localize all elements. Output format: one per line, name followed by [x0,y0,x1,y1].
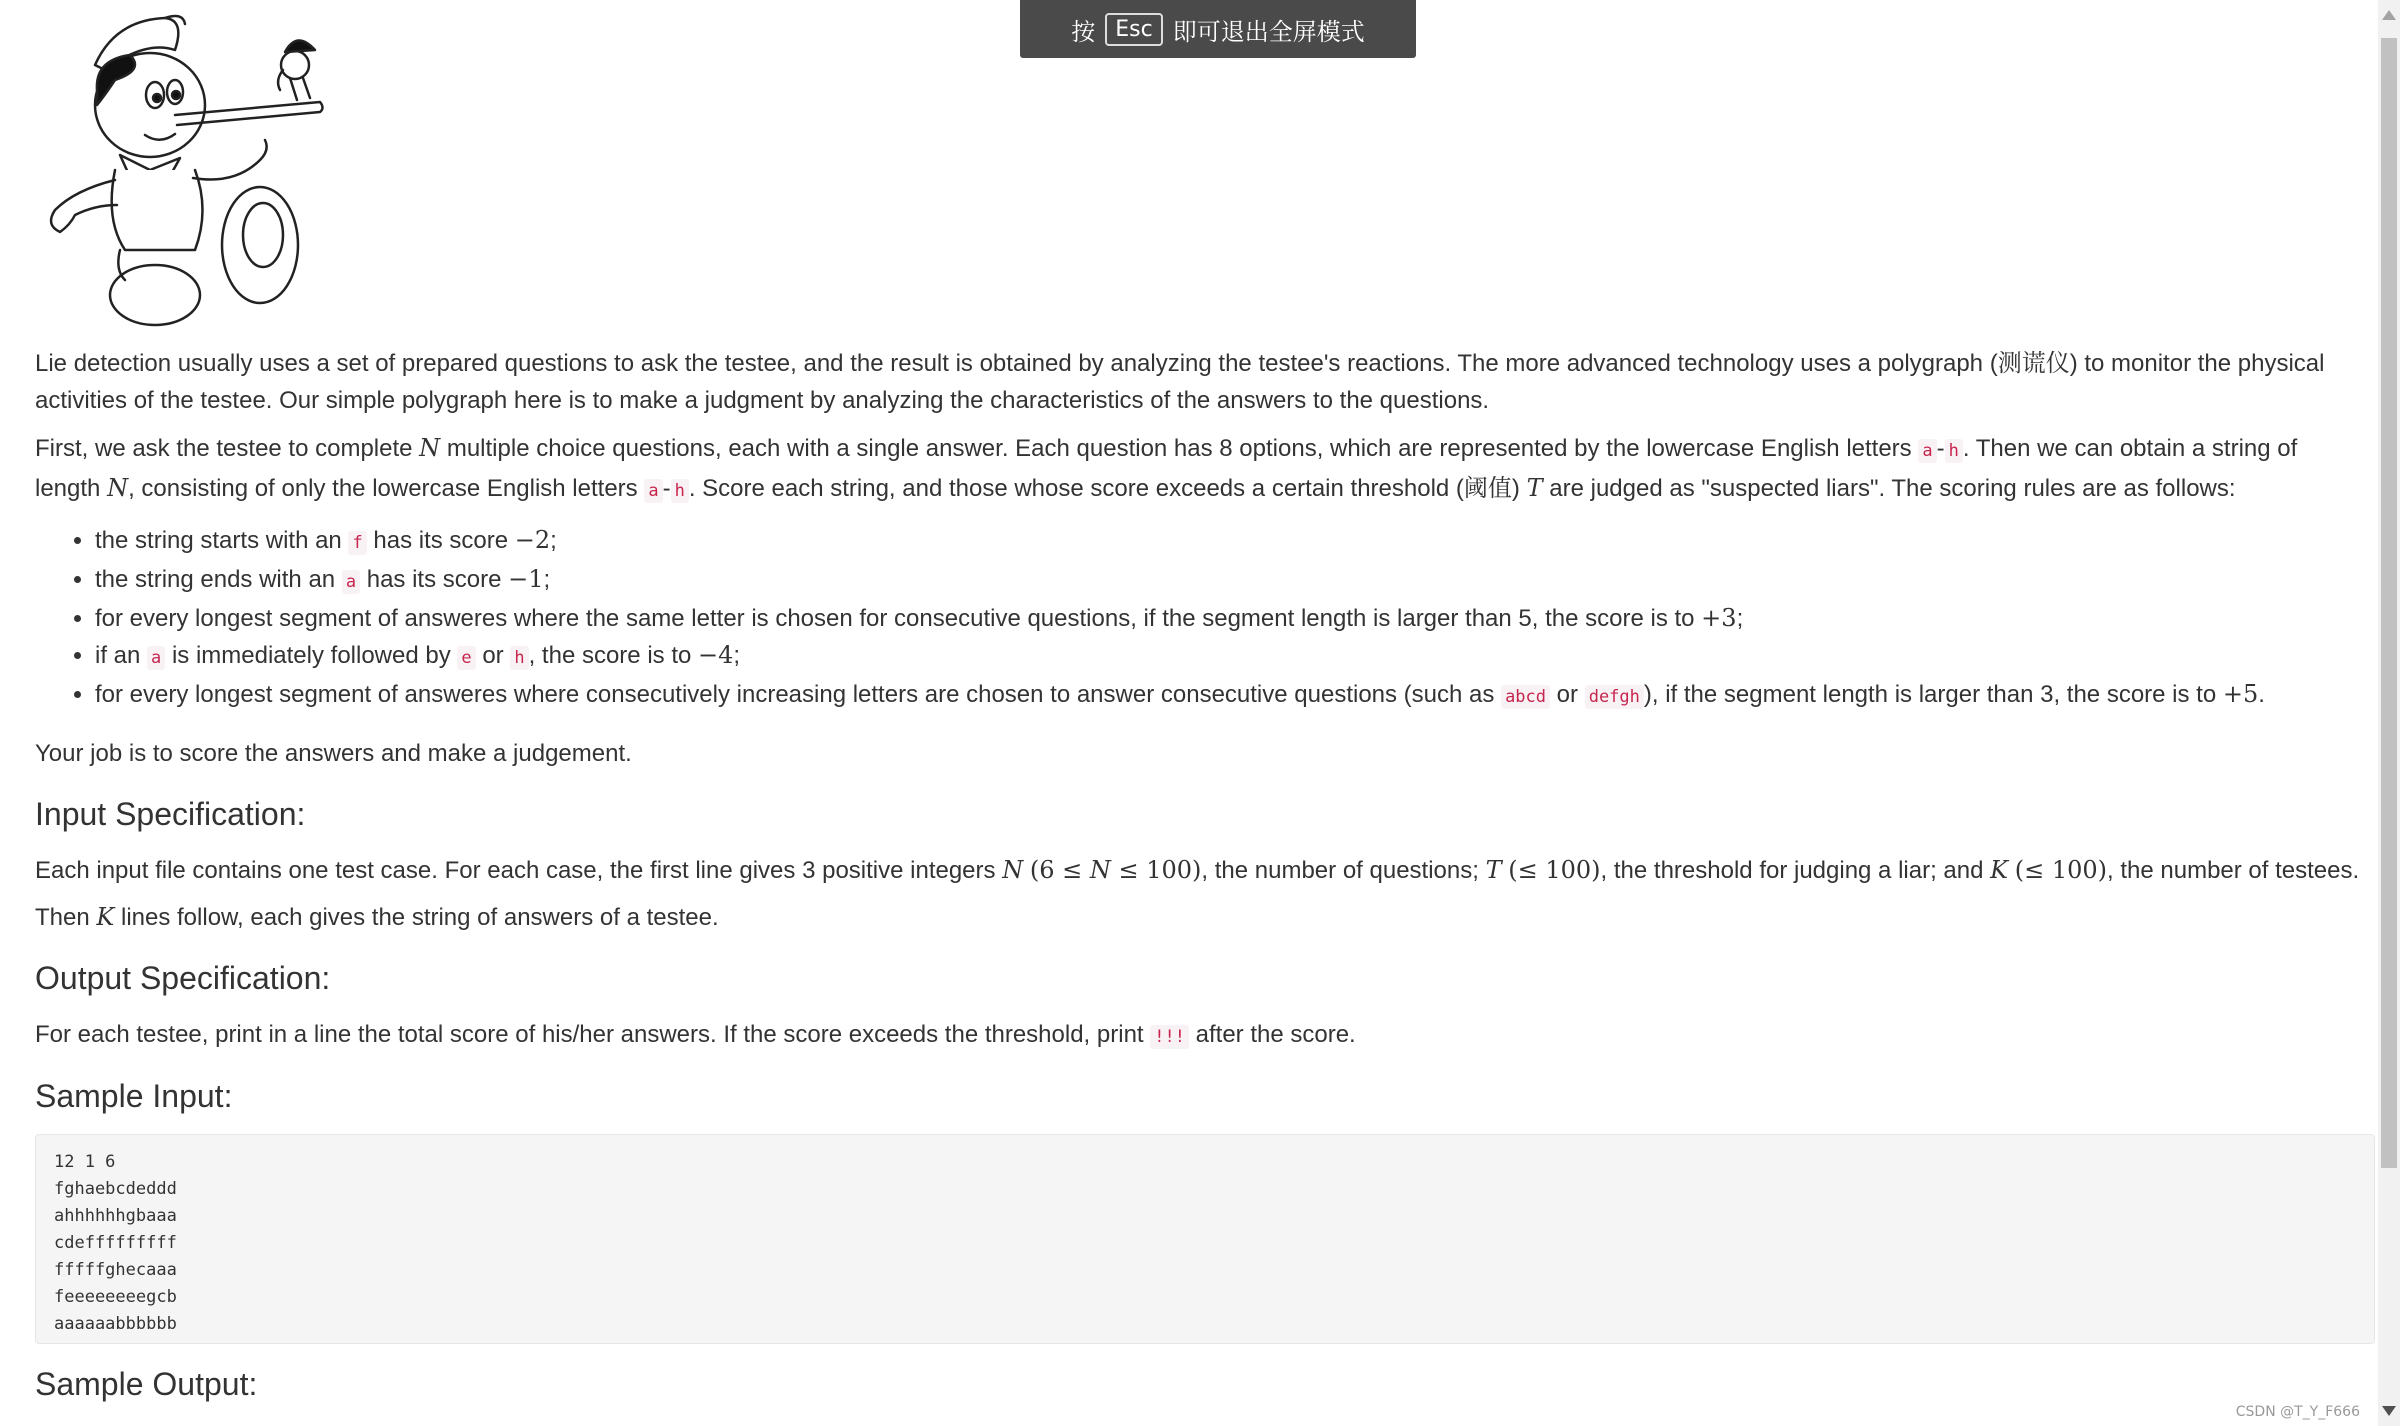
code-h: h [671,479,689,503]
rule-item: • the string starts with an f has its score −2; [95,522,2365,561]
rule-item: • for every longest segment of answeres where consecutively increasing letters are chosen to answer consecutive questions (such as abcd or defgh ), if the segment length is larger than 3, the score is to +5. [95,676,2365,715]
hint-prefix: 按 [1071,17,1096,46]
esc-key-badge: Esc [1105,13,1162,46]
intro-paragraph: Lie detection usually uses a set of prepared questions to ask the testee, and the result is obtained by analyzing the testee's reactions. The more advanced technology uses a polygraph (测谎仪) to monitor the physical activities of the testee. Our simple polygraph here is to make a judgment by analyzing the characteristics of the answers to the questions. [35,350,2325,414]
math-N: N [419,434,441,462]
scroll-down-arrow-icon[interactable] [2382,1406,2396,1416]
scroll-up-arrow-icon[interactable] [2382,10,2396,20]
math-T: T [1526,474,1543,502]
input-lines-paragraph: Then K lines follow, each gives the string of answers of a testee. [35,903,719,931]
output-spec-paragraph: For each testee, print in a line the total score of his/her answers. If the score exceeds the threshold, print !!! after the score. [35,1021,1356,1048]
rule-item: • if an a is immediately followed by e or h , the score is to −4; [95,637,2365,676]
vertical-scrollbar[interactable] [2378,0,2400,1426]
code-h: h [1945,439,1963,463]
output-spec-heading: Output Specification: [35,960,331,996]
scoring-rules-list [35,522,2365,715]
job-paragraph: Your job is to score the answers and make a judgement. [35,740,632,767]
input-spec-heading: Input Specification: [35,796,306,832]
scrollbar-thumb[interactable] [2381,38,2397,1168]
input-spec-paragraph: Each input file contains one test case. For each case, the first line gives 3 positive integers N (6 ≤ N ≤ 100), the number of questions; T (≤ 100), the threshold for judging a liar; and K (≤ 100), the number of testees. [35,856,2360,884]
rule-item: • the string ends with an a has its score −1; [95,561,2365,600]
code-exclaim: !!! [1150,1025,1189,1049]
sample-input-block[interactable]: 12 1 6 fghaebcdeddd ahhhhhhgbaaa cdefffffffff fffffghecaaa feeeeeeeegcb aaaaaabbbbbb [35,1134,2375,1344]
math-N: N [107,474,129,502]
scoring-intro-paragraph: First, we ask the testee to complete N multiple choice questions, each with a single answer. Each question has 8 options, which are represented by the lowercase English letters a - h . Then we can obtain a string of length N, consisting of only the lowercase English letters a - h . Score each string, and those whose score exceeds a certain threshold (阈值) T are judged as "suspected liars". The scoring rules are as follows: [35,434,2298,502]
sample-input-heading: Sample Input: [35,1078,233,1114]
code-a: a [644,479,662,503]
sample-output-heading: Sample Output: [35,1366,258,1402]
rule-item: • for every longest segment of answeres where the same letter is chosen for consecutive questions, if the segment length is larger than 5, the score is to +3; [95,600,2365,637]
hint-suffix: 即可退出全屏模式 [1172,17,1365,46]
csdn-watermark: CSDN @T_Y_F666 [2235,1404,2360,1420]
code-a: a [1918,439,1936,463]
problem-content [35,0,2365,1404]
